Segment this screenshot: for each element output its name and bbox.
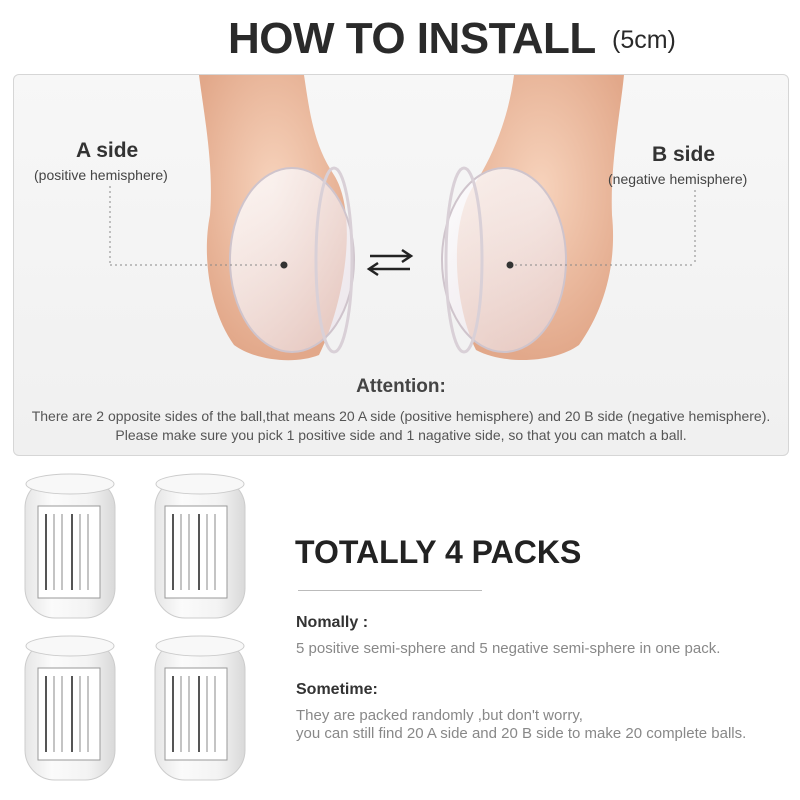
sometime-line-2: you can still find 20 A side and 20 B side to make 20 complete balls. — [296, 725, 747, 742]
b-side-label: B side — [652, 143, 716, 166]
attention-line-2: Please make sure you pick 1 positive side and 1 nagative side, so that you can match a ball. — [115, 427, 687, 443]
size-label: (5cm) — [612, 26, 676, 54]
page-title: HOW TO INSTALL — [228, 14, 596, 63]
pack-top-left — [25, 474, 115, 618]
double-arrow-swap-icon — [369, 250, 411, 275]
sometime-heading: Sometime: — [296, 681, 378, 698]
sometime-line-1: They are packed randomly ,but don't worry, — [296, 707, 583, 724]
a-side-sublabel: (positive hemisphere) — [34, 167, 168, 183]
hands-holding-hemispheres-image — [14, 75, 788, 375]
packs-title: TOTALLY 4 PACKS — [295, 534, 582, 570]
attention-line-1: There are 2 opposite sides of the ball,that means 20 A side (positive hemisphere) and 20 B side (negative hemisphere). — [31, 408, 771, 424]
install-panel — [13, 74, 789, 456]
normally-text: 5 positive semi-sphere and 5 negative semi-sphere in one pack. — [296, 640, 721, 657]
normally-heading: Nomally : — [296, 614, 369, 631]
a-side-label: A side — [76, 139, 139, 162]
attention-title: Attention: — [356, 376, 446, 397]
b-side-sublabel: (negative hemisphere) — [608, 171, 748, 187]
pack-bottom-right — [155, 636, 245, 780]
packs-divider — [298, 590, 482, 591]
pack-top-right — [155, 474, 245, 618]
pack-bottom-left — [25, 636, 115, 780]
four-packs-image — [20, 470, 260, 790]
